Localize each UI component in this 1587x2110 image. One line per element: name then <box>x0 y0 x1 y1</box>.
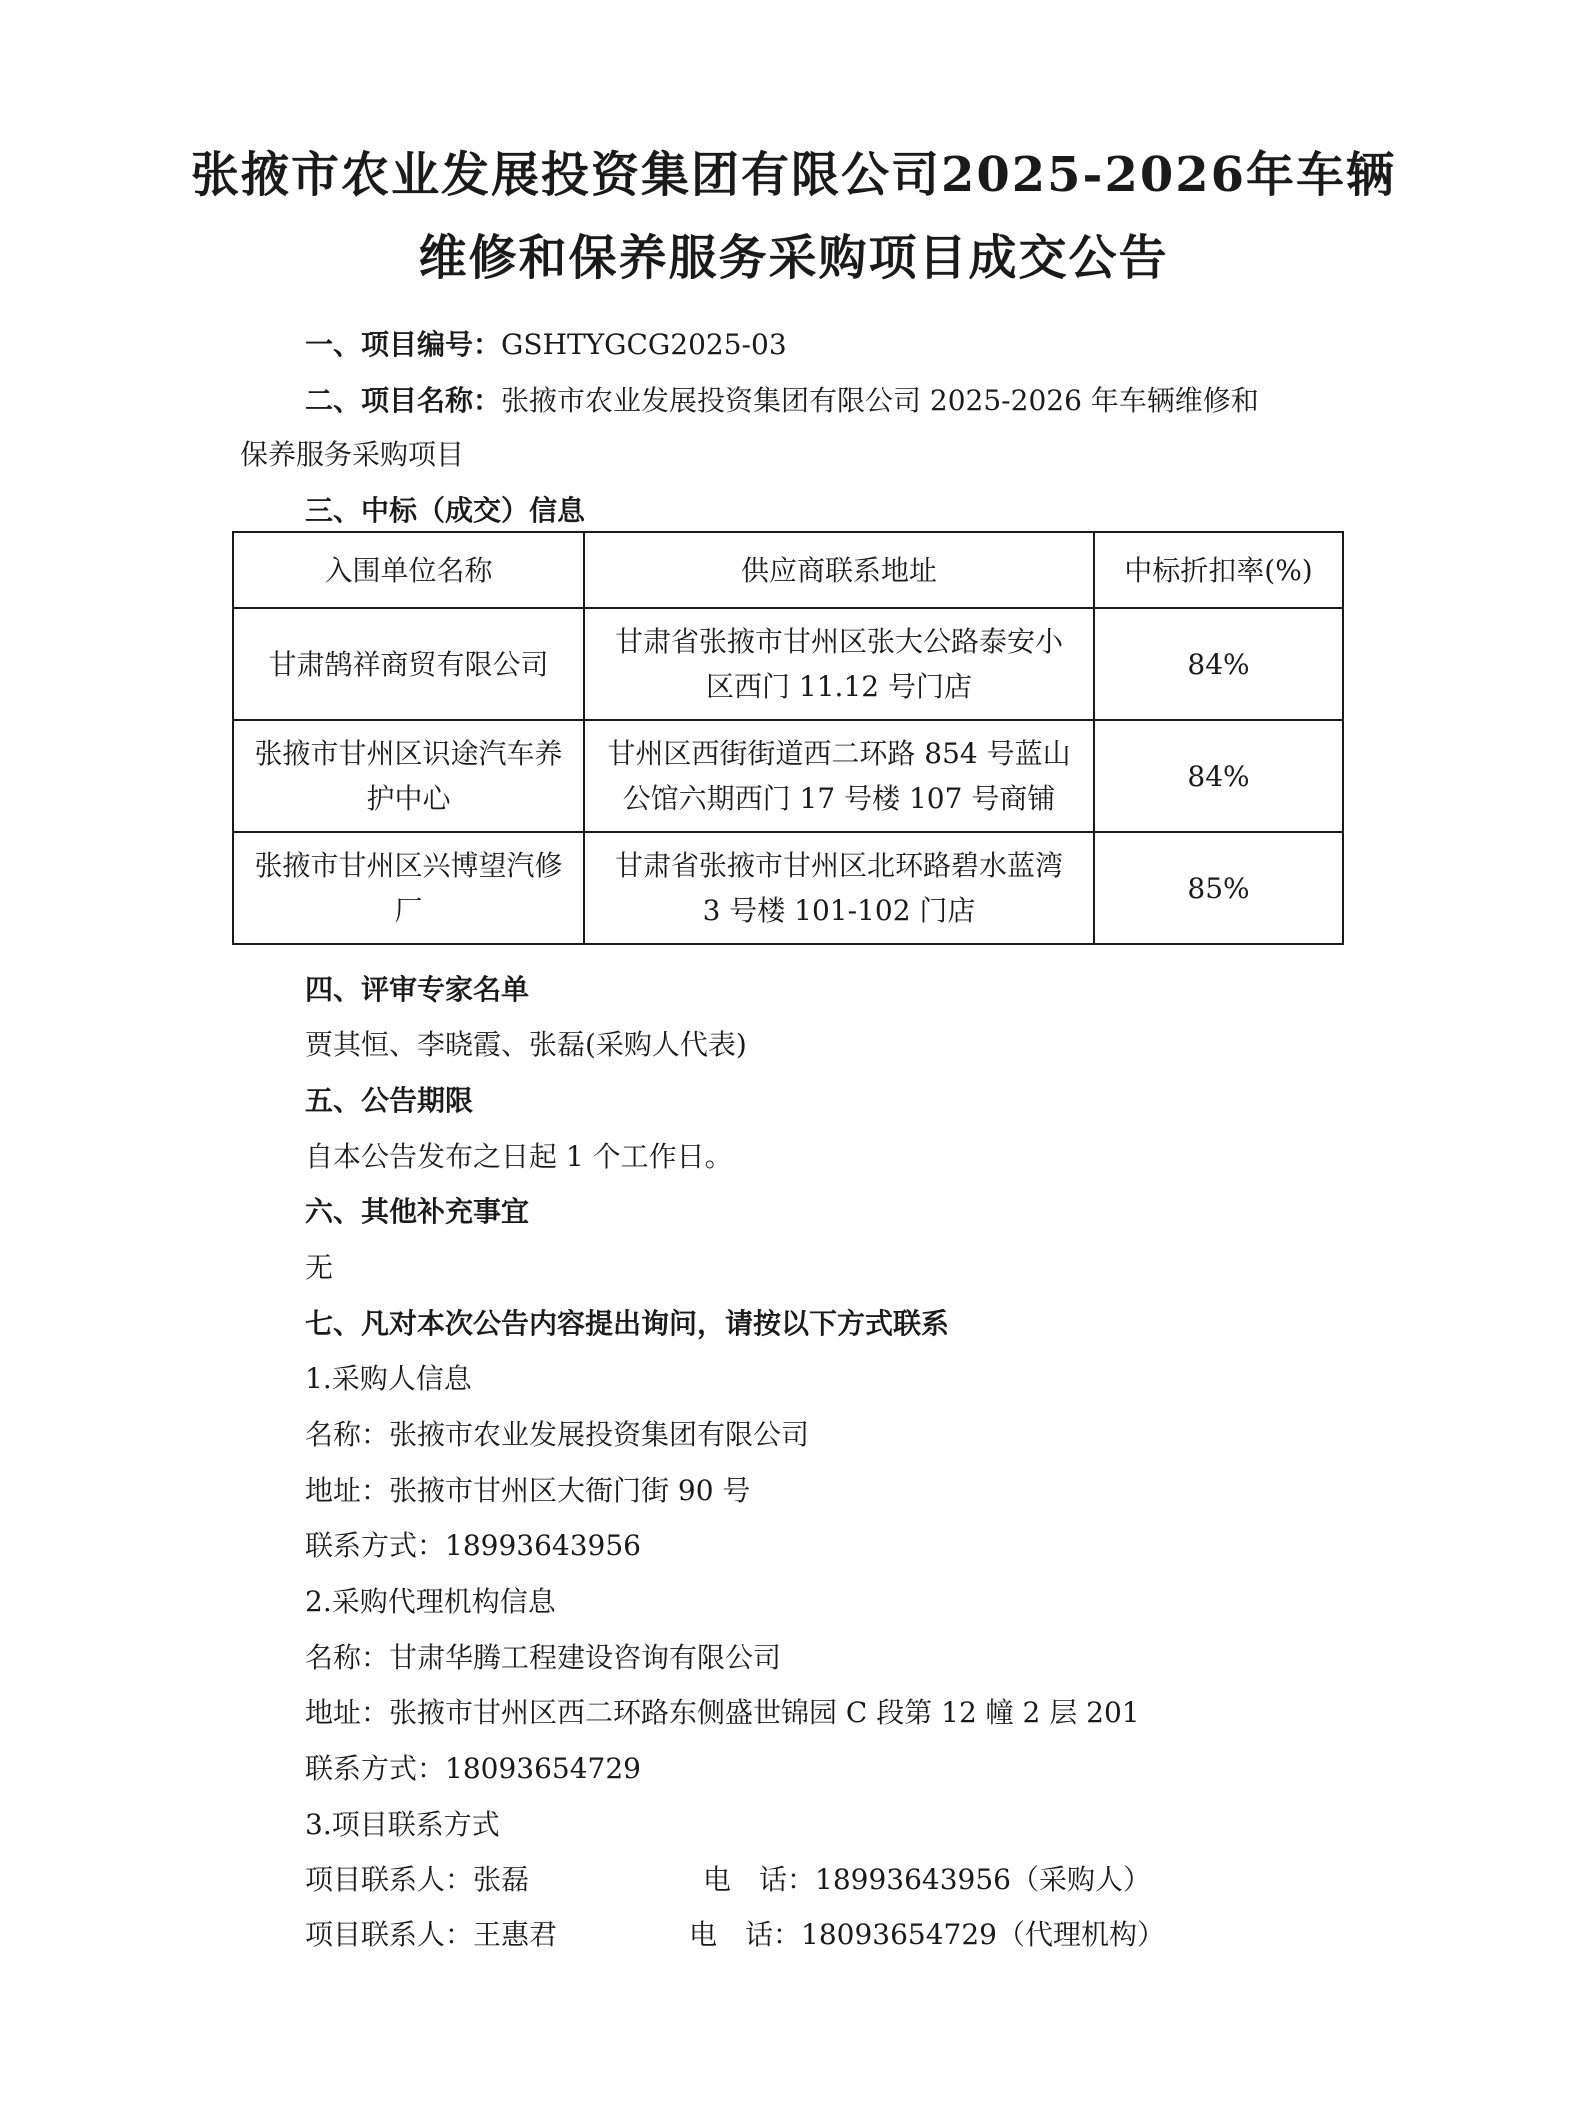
expert-list: 贾其恒、李晓霞、张磊(采购人代表) <box>305 1028 747 1061</box>
header-discount-rate: 中标折扣率(%) <box>1094 532 1343 608</box>
cell-unit-name <box>233 720 584 832</box>
project-name-value-line1: 张掖市农业发展投资集团有限公司 2025-2026 年车辆维修和 <box>501 384 1259 417</box>
address-line2: 3 号楼 101-102 门店 <box>702 894 976 927</box>
table-row <box>233 720 1343 832</box>
table-header-row <box>233 532 1343 608</box>
project-number <box>305 325 787 365</box>
cell-address <box>584 608 1094 720</box>
agency-address: 地址：张掖市甘州区西二环路东侧盛世锦园 C 段第 12 幢 2 层 201 <box>305 1696 1140 1729</box>
address-line2: 公馆六期西门 17 号楼 107 号商铺 <box>622 782 1056 815</box>
unit-name-line1: 张掖市甘州区识途汽车养 <box>254 737 563 770</box>
cell-unit-name <box>233 832 584 944</box>
table-row <box>233 832 1343 944</box>
address-line2: 区西门 11.12 号门店 <box>706 670 972 703</box>
page-title-line1: 张掖市农业发展投资集团有限公司2025-2026年车辆 <box>190 147 1397 203</box>
cell-discount-rate: 84% <box>1094 720 1343 832</box>
section2-label: 二、项目名称： <box>305 384 502 417</box>
project-number-value: GSHTYGCG2025-03 <box>501 328 787 361</box>
project-name-value-line2: 保养服务采购项目 <box>240 438 465 471</box>
purchaser-name: 名称：张掖市农业发展投资集团有限公司 <box>305 1418 810 1451</box>
agency-heading: 2.采购代理机构信息 <box>305 1585 556 1618</box>
other-matters: 无 <box>305 1251 334 1284</box>
address-line1: 甘肃省张掖市甘州区张大公路泰安小 <box>614 625 1063 658</box>
purchaser-heading: 1.采购人信息 <box>305 1362 472 1395</box>
contact-person: 项目联系人：张磊 <box>305 1863 530 1896</box>
section4-label: 四、评审专家名单 <box>305 973 530 1006</box>
project-contacts-heading: 3.项目联系方式 <box>305 1808 500 1841</box>
page-title-line2: 维修和保养服务采购项目成交公告 <box>418 230 1169 286</box>
contact-person: 项目联系人：王惠君 <box>305 1918 558 1951</box>
unit-name-line2: 厂 <box>394 894 423 927</box>
header-address: 供应商联系地址 <box>584 532 1094 608</box>
address-line1: 甘肃省张掖市甘州区北环路碧水蓝湾 <box>614 849 1063 882</box>
cell-unit-name <box>233 608 584 720</box>
purchaser-address: 地址：张掖市甘州区大衙门街 90 号 <box>305 1474 751 1507</box>
agency-name: 名称：甘肃华腾工程建设咨询有限公司 <box>305 1641 782 1674</box>
cell-discount-rate: 85% <box>1094 832 1343 944</box>
address-line1: 甘州区西街街道西二环路 854 号蓝山 <box>607 737 1071 770</box>
unit-name-line1: 张掖市甘州区兴博望汽修 <box>254 849 563 882</box>
project-contact-row <box>305 1860 1151 1900</box>
section1-label: 一、项目编号： <box>305 328 502 361</box>
award-table <box>232 531 1344 945</box>
unit-name-line2: 护中心 <box>366 782 451 815</box>
contact-phone: 电 话：18093654729（代理机构） <box>689 1918 1165 1951</box>
cell-address <box>584 832 1094 944</box>
header-unit-name: 入围单位名称 <box>233 532 584 608</box>
agency-contact: 联系方式：18093654729 <box>305 1752 641 1785</box>
section7-label: 七、凡对本次公告内容提出询问，请按以下方式联系 <box>305 1307 950 1340</box>
notice-period: 自本公告发布之日起 1 个工作日。 <box>305 1140 733 1173</box>
cell-discount-rate: 84% <box>1094 608 1343 720</box>
purchaser-contact: 联系方式：18993643956 <box>305 1529 641 1562</box>
project-name <box>305 381 1259 421</box>
project-contact-row <box>305 1915 1165 1955</box>
table-row <box>233 608 1343 720</box>
cell-address <box>584 720 1094 832</box>
section3-label: 三、中标（成交）信息 <box>305 494 586 527</box>
section5-label: 五、公告期限 <box>305 1084 474 1117</box>
section6-label: 六、其他补充事宜 <box>305 1195 530 1228</box>
contact-phone: 电 话：18993643956（采购人） <box>703 1863 1151 1896</box>
unit-name-line1: 甘肃鹄祥商贸有限公司 <box>268 647 549 681</box>
